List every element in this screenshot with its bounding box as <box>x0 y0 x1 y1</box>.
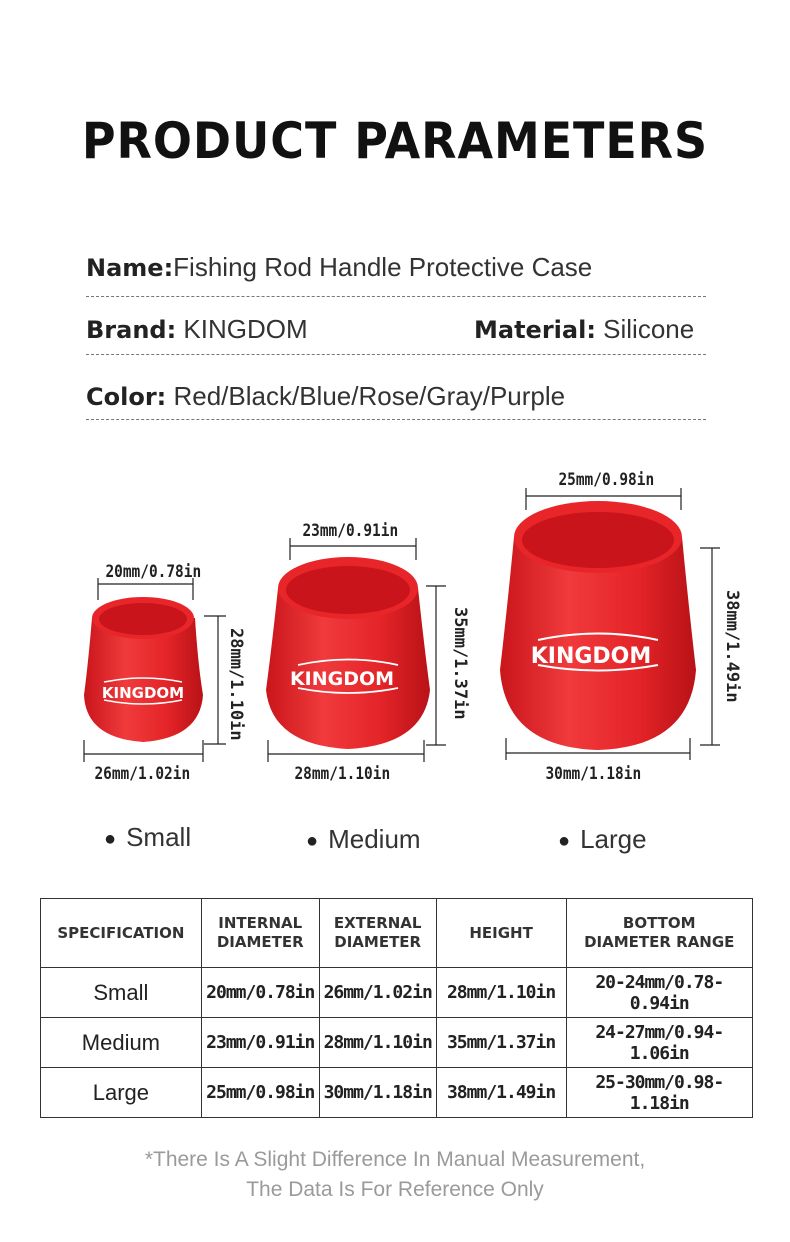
table-cell: 26mm/1.02in <box>319 968 436 1018</box>
large-height-dimension: 38mm/1.49in <box>722 590 742 703</box>
large-case-image <box>500 488 720 760</box>
table-cell: 38mm/1.49in <box>436 1068 566 1118</box>
large-bottom-dimension: 30mm/1.18in <box>545 764 642 784</box>
header-bottom-diameter-range: BOTTOM DIAMETER RANGE <box>566 899 752 968</box>
table-row <box>41 1018 753 1068</box>
header-external-diameter: EXTERNAL DIAMETER <box>319 899 436 968</box>
medium-top-dimension: 23mm/0.91in <box>302 521 399 541</box>
divider <box>86 354 706 355</box>
brand-label: Brand: <box>86 316 177 344</box>
medium-logo: KINGDOM <box>289 668 395 690</box>
small-logo: KINGDOM <box>101 684 185 702</box>
size-label-small: ● Small <box>104 822 192 852</box>
material-value: Silicone <box>603 314 695 344</box>
medium-height-dimension: 35mm/1.37in <box>450 607 470 720</box>
large-logo: KINGDOM <box>530 644 652 669</box>
material-field <box>474 314 694 345</box>
table-cell: 24-27mm/0.94-1.06in <box>566 1018 752 1068</box>
product-illustrations <box>0 460 790 800</box>
table-cell: 35mm/1.37in <box>436 1018 566 1068</box>
table-cell: 28mm/1.10in <box>319 1018 436 1068</box>
table-row <box>41 1068 753 1118</box>
table-cell: Medium <box>41 1018 202 1068</box>
divider <box>86 419 706 420</box>
color-label: Color: <box>86 383 167 411</box>
color-row <box>86 381 706 412</box>
header-height: HEIGHT <box>436 899 566 968</box>
bullet-icon: ● <box>306 829 319 852</box>
specification-table <box>40 898 753 1118</box>
small-top-dimension: 20mm/0.78in <box>105 562 202 582</box>
table-cell: 25mm/0.98in <box>201 1068 319 1118</box>
table-cell: 20mm/0.78in <box>201 968 319 1018</box>
bullet-icon: ● <box>558 829 571 852</box>
disclaimer-line-1: *There Is A Slight Difference In Manual Measurement, <box>144 1148 646 1171</box>
table-cell: 30mm/1.18in <box>319 1068 436 1118</box>
size-label-large: ● Large <box>558 824 647 854</box>
name-row <box>86 252 706 283</box>
table-row <box>41 968 753 1018</box>
table-cell: Small <box>41 968 202 1018</box>
small-case-image <box>84 578 226 762</box>
table-header-row <box>41 899 753 968</box>
brand-value: KINGDOM <box>183 314 308 344</box>
table-cell: 25-30mm/0.98-1.18in <box>566 1068 752 1118</box>
bullet-icon: ● <box>104 827 117 850</box>
medium-bottom-dimension: 28mm/1.10in <box>294 764 391 784</box>
header-internal-diameter: INTERNAL DIAMETER <box>201 899 319 968</box>
size-label-medium: ● Medium <box>306 824 421 854</box>
medium-case-image <box>266 538 446 762</box>
header-specification: SPECIFICATION <box>41 899 202 968</box>
brand-row <box>86 314 706 345</box>
table-cell: Large <box>41 1068 202 1118</box>
name-value: Fishing Rod Handle Protective Case <box>173 252 593 282</box>
disclaimer-line-2: The Data Is For Reference Only <box>246 1178 544 1201</box>
color-value: Red/Black/Blue/Rose/Gray/Purple <box>173 381 566 411</box>
table-cell: 23mm/0.91in <box>201 1018 319 1068</box>
name-label: Name: <box>86 254 174 282</box>
material-label: Material: <box>474 316 596 344</box>
table-cell: 20-24mm/0.78-0.94in <box>566 968 752 1018</box>
small-bottom-dimension: 26mm/1.02in <box>94 764 191 784</box>
large-top-dimension: 25mm/0.98in <box>558 470 655 490</box>
page-title: PRODUCT PARAMETERS <box>81 112 709 170</box>
divider <box>86 296 706 297</box>
table-cell: 28mm/1.10in <box>436 968 566 1018</box>
small-height-dimension: 28mm/1.10in <box>226 628 246 741</box>
